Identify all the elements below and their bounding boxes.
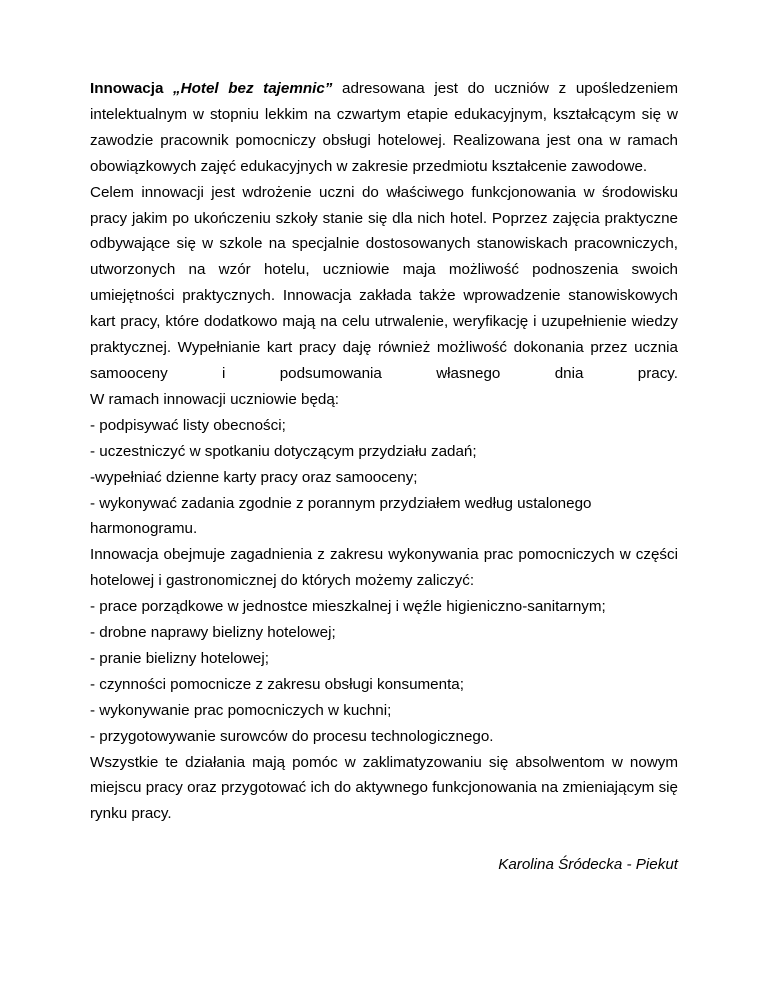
list-item: - wykonywanie prac pomocniczych w kuchni; [90,701,392,719]
document-page [90,76,678,878]
list-item: harmonogramu. [90,520,198,538]
list-item: - podpisywać listy obecności; [90,416,286,434]
scope-items-list [90,594,678,749]
author-signature: Karolina Śródecka - Piekut [498,856,678,874]
intro-paragraph [90,76,678,180]
list-item: - uczestniczyć w spotkaniu dotyczącym przydziału zadań; [90,442,477,460]
intro-lead: Innowacja [90,80,174,97]
list-item: - przygotowywanie surowców do procesu technologicznego. [90,727,494,745]
innovation-title: „Hotel bez tajemnic” [173,80,333,97]
list-item: - czynności pomocnicze z zakresu obsługi konsumenta; [90,675,464,693]
list-item: -wypełniać dzienne karty pracy oraz samooceny; [90,468,418,486]
closing-paragraph: Wszystkie te działania mają pomóc w zaklimatyzowaniu się absolwentom w nowym miejscu pracy oraz przygotować ich do aktywnego funkcjonowania na zmieniającym się rynku pracy. [90,753,678,823]
intro-text: adresowana jest do uczniów z upośledzeniem intelektualnym w stopniu lekkim na czwartym etapie edukacyjnym, kształcącym się w zawodzie pracownik pomocniczy obsługi hotelowej. Realizowana jest ona w ramach obowiązkowych zajęć edukacyjnych w zakresie przedmiotu kształcenie zawodowe. [90,80,678,175]
list-item: - wykonywać zadania zgodnie z porannym przydziałem według ustalonego [90,494,592,512]
list-item: - drobne naprawy bielizny hotelowej; [90,624,336,642]
list-item: - prace porządkowe w jednostce mieszkalnej i węźle higieniczno-sanitarnym; [90,598,606,616]
student-tasks-list [90,413,678,543]
list-item: - pranie bielizny hotelowej; [90,649,269,667]
scope-paragraph: Innowacja obejmuje zagadnienia z zakresu wykonywania prac pomocniczych w części hotelowej i gastronomicznej do których możemy zaliczyć: [90,546,678,590]
goal-paragraph: Celem innowacji jest wdrożenie uczni do właściwego funkcjonowania w środowisku pracy jakim po ukończeniu szkoły stanie się dla nich hotel. Poprzez zajęcia praktyczne odbywające się w szkole na specjalnie dostosowanych stanowiskach pracowniczych, utworzonych na wzór hotelu, uczniowie maja możliwość podnoszenia swoich umiejętności praktycznych. Innowacja zakłada także wprowadzenie stanowiskowych kart pracy, które dodatkowo mają na celu utrwalenie, weryfikację i uzupełnienie wiedzy praktycznej. Wypełnianie kart pracy daję również możliwość dokonania przez ucznia samooceny i podsumowania własnego dnia pracy. [90,183,678,382]
students-intro: W ramach innowacji uczniowie będą: [90,390,340,408]
